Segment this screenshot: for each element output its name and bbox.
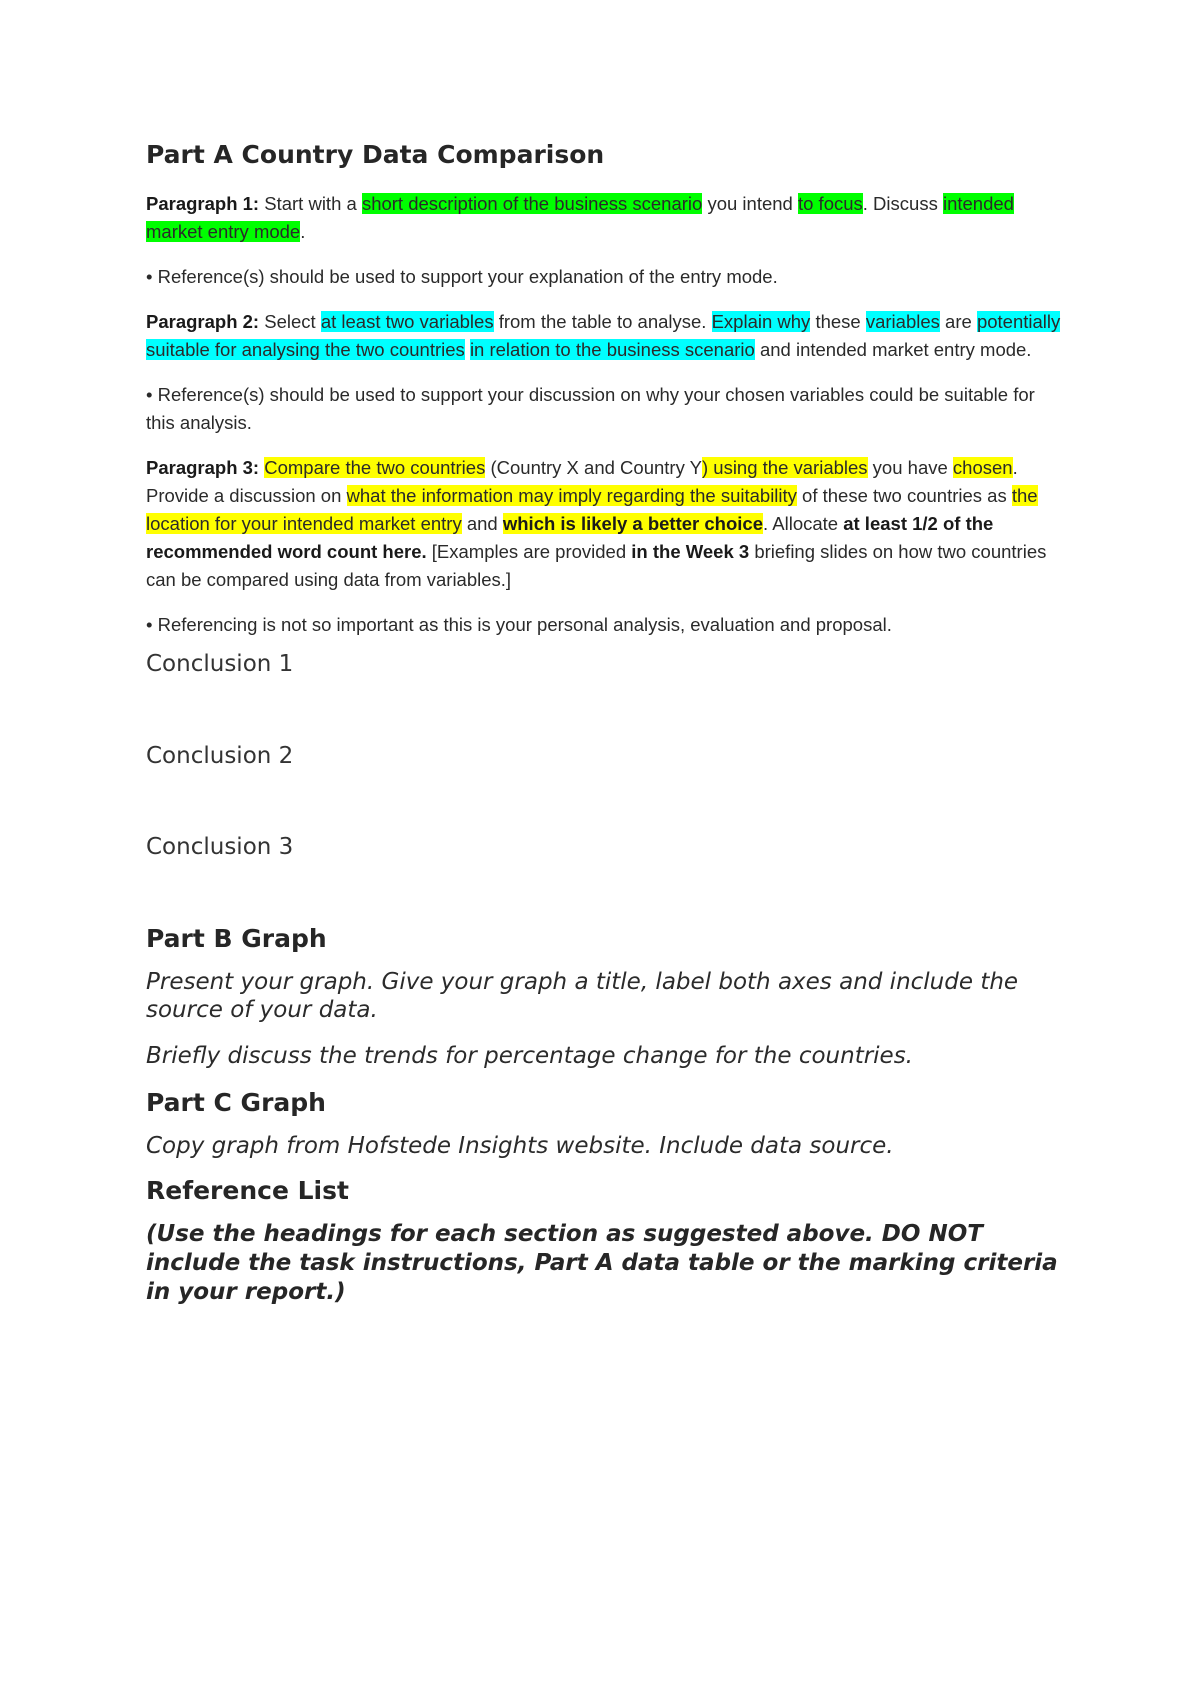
- text: briefing slides on how two countries can be compared using data from variables.]: [146, 541, 1047, 590]
- highlight: to focus: [797, 193, 863, 214]
- text: (Country X and Country Y: [485, 457, 702, 478]
- part-b-instruction-2: Briefly discuss the trends for percentage change for the countries.: [146, 1042, 913, 1069]
- conclusion-1: Conclusion 1: [146, 651, 294, 677]
- bold-text: in the Week 3: [631, 541, 750, 562]
- highlight: chosen: [952, 457, 1013, 478]
- highlight: Explain why: [711, 311, 811, 332]
- text: Start with a: [259, 193, 362, 214]
- text: these: [810, 311, 866, 332]
- highlight: the location for your intended market entry: [146, 485, 1038, 534]
- text: are: [939, 311, 977, 332]
- text: Select: [259, 311, 321, 332]
- report-note: (Use the headings for each section as suggested above. DO NOT include the task instructions, Part A data table or the marking criteria in your report.): [146, 1220, 1058, 1305]
- paragraph-3: [146, 454, 1066, 594]
- text: .: [300, 221, 306, 242]
- part-c-heading: Part C Graph: [146, 1087, 326, 1117]
- conclusion-2: Conclusion 2: [146, 742, 294, 769]
- text: and: [461, 513, 503, 534]
- text: [Examples are provided: [426, 541, 632, 562]
- highlight: variables: [865, 311, 940, 332]
- highlight: at least two variables: [320, 311, 494, 332]
- bullet-3: • Referencing is not so important as this is your personal analysis, evaluation and proposal.: [146, 614, 892, 635]
- part-b-instruction-1: Present your graph. Give your graph a title, label both axes and include the source of your data.: [146, 968, 1019, 1023]
- bullet-1: • Reference(s) should be used to support your explanation of the entry mode.: [146, 266, 778, 287]
- part-c-instruction: Copy graph from Hofstede Insights website. Include data source.: [146, 1132, 894, 1159]
- text: . Allocate: [763, 513, 844, 534]
- bold-text: at least 1/2 of the recommended word count here.: [146, 513, 994, 562]
- highlight: intended market entry mode: [146, 193, 1014, 242]
- paragraph-1-label: Paragraph 1:: [146, 193, 260, 214]
- highlight: what the information may imply regarding the suitability: [346, 485, 797, 506]
- text: and intended market entry mode.: [754, 339, 1032, 360]
- reference-list-heading: Reference List: [146, 1175, 349, 1205]
- highlight: short description of the business scenario: [361, 193, 703, 214]
- highlight: Compare the two countries: [264, 457, 486, 478]
- text: of these two countries as: [796, 485, 1012, 506]
- conclusion-3: Conclusion 3: [146, 834, 294, 861]
- part-a-heading: Part A Country Data Comparison: [146, 140, 605, 169]
- paragraph-2-label: Paragraph 2:: [146, 311, 260, 332]
- document-page: [146, 140, 1066, 1307]
- text: . Discuss: [862, 193, 943, 214]
- highlight: ) using the variables: [701, 457, 868, 478]
- text: you intend: [702, 193, 798, 214]
- paragraph-2: [146, 308, 1066, 364]
- text: . Provide a discussion on: [146, 457, 1018, 506]
- highlight: potentially suitable for analysing the two countries: [146, 311, 1061, 360]
- paragraph-3-label: Paragraph 3:: [146, 457, 260, 478]
- highlight-bold: which is likely a better choice: [502, 513, 763, 534]
- paragraph-1: [146, 190, 1066, 246]
- bullet-2: • Reference(s) should be used to support your discussion on why your chosen variables could be suitable for this analysis.: [146, 384, 1035, 433]
- part-b-heading: Part B Graph: [146, 923, 327, 953]
- text: you have: [867, 457, 953, 478]
- highlight: in relation to the business scenario: [469, 339, 755, 360]
- text: from the table to analyse.: [493, 311, 712, 332]
